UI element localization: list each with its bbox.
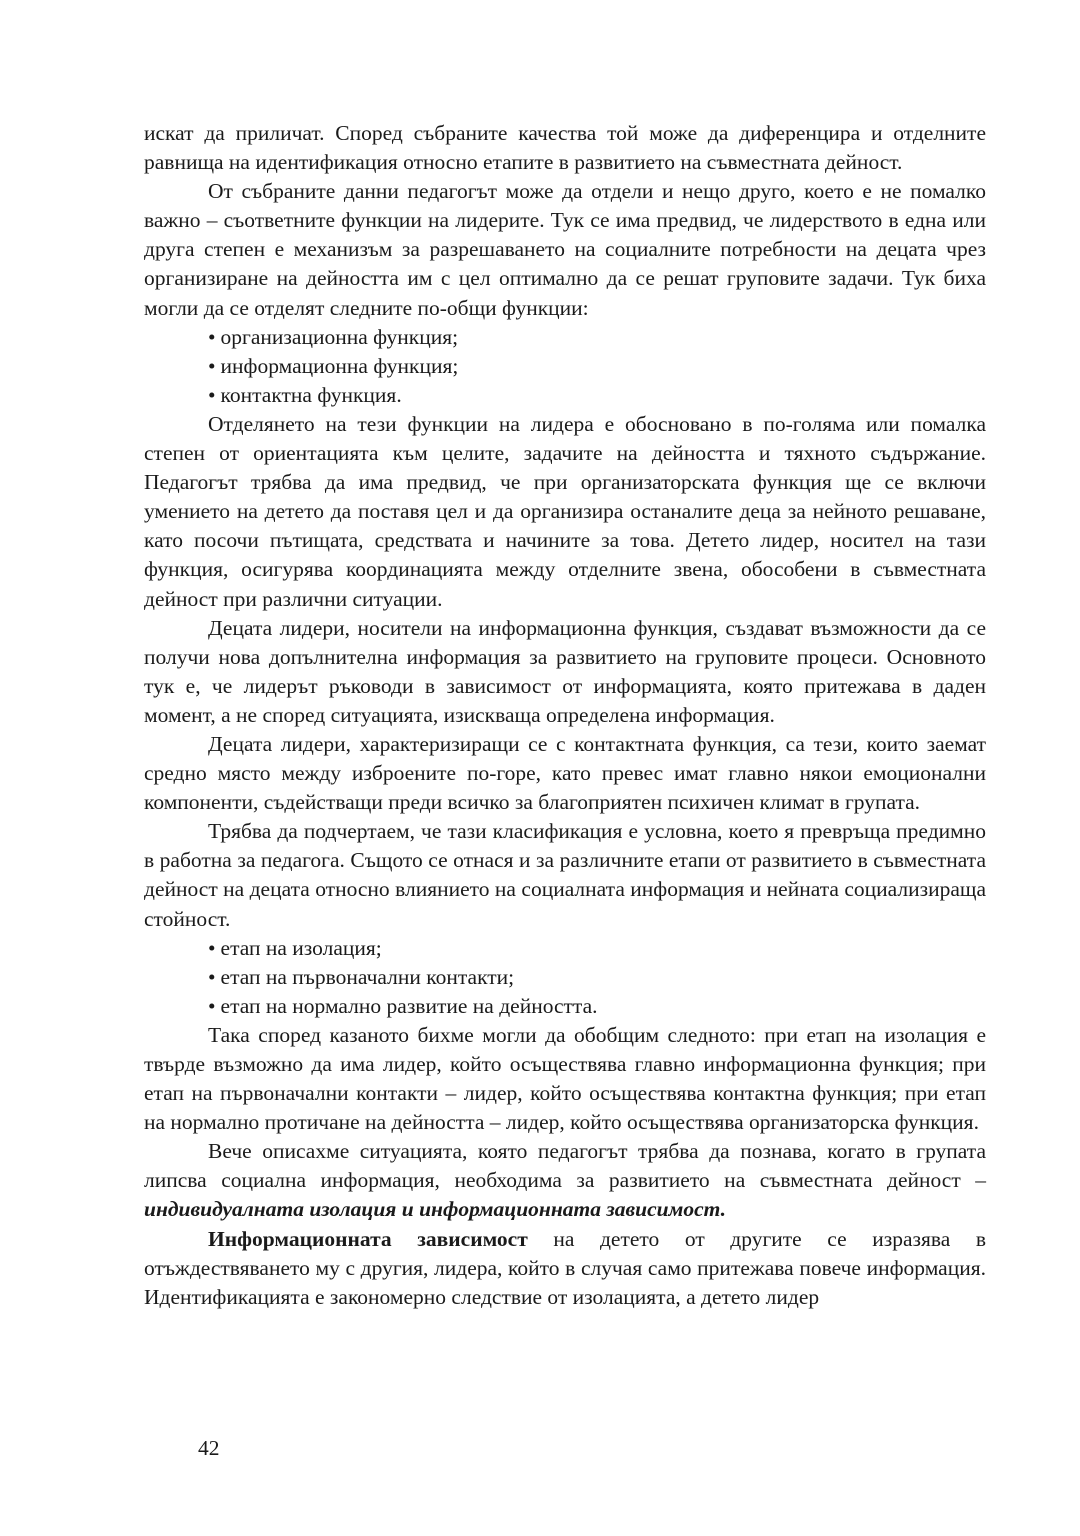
- list-item: • етап на нормално развитие на дейността.: [208, 992, 986, 1021]
- bold-term: Информационната зависимост: [208, 1226, 528, 1251]
- emphasis-term: индивидуалната изолация и информационната зависимост.: [144, 1197, 726, 1222]
- list-item: • етап на изолация;: [208, 934, 986, 963]
- paragraph-6: Трябва да подчертаем, че тази класификация е условна, което я превръща предимно в работна за педагога. Същото се отнася и за различните етапи от развитието в съвместната дейност на децата относно влиянието на социалната информация и нейната социализираща стойност.: [144, 819, 986, 931]
- paragraph-5: Децата лидери, характеризиращи се с контактната функция, са тези, които заемат средно място между изброените по-горе, като превес имат главно някои емоционални компоненти, съдействащи преди всичко за благоприятен психичен климат в групата.: [144, 731, 986, 815]
- paragraph-3: Отделянето на тези функции на лидера е обосновано в по-голяма или помалка степен от ориентацията към целите, задачите на дейността и тяхното съдържание. Педагогът трябва да има предвид, че при организаторската функция ще се включи умението на детето да поставя цел и да организира останалите деца за нейното решаване, като посочи пътищата, средствата и начините за това. Детето лидер, носител на тази функция, осигурява координацията между отделните звена, обособени в съвместната дейност при различни ситуации.: [144, 411, 986, 611]
- paragraph-4: Децата лидери, носители на информационна функция, създават възможности да се получи нова допълнителна информация за развитието на груповите процеси. Основното тук е, че лидерът ръководи в зависимост от информацията, която притежава в даден момент, а не според ситуацията, изискваща определена информация.: [144, 615, 986, 727]
- paragraph-9-text: на детето от другите се изразява в отъждествяването му с другия, лидера, който в случая само притежава повече информация. Идентификацията е закономерно следствие от изолацията, а детето лидер: [144, 1226, 987, 1309]
- list-item: • контактна функция.: [208, 381, 986, 410]
- paragraph-8-text: Вече описахме ситуацията, която педагогът трябва да познава, когато в групата липсва социална информация, необходима за развитието на съвместната дейност –: [144, 1139, 986, 1193]
- list-item: • организационна функция;: [208, 323, 986, 352]
- paragraph-7: Така според казаното бихме могли да обобщим следното: при етап на изолация е твърде възможно да има лидер, който осъществява главно информационна функция; при етап на първоначални контакти – лидер, който осъществява контактна функция; при етап на нормално протичане на дейността – лидер, който осъществява организаторска функция.: [144, 1022, 986, 1135]
- page-number: 42: [198, 1436, 220, 1460]
- paragraph-9: [144, 1225, 986, 1312]
- stages-list: [144, 934, 986, 1021]
- body-text: [144, 119, 986, 1312]
- paragraph-8: [144, 1137, 986, 1224]
- list-item: • информационна функция;: [208, 352, 986, 381]
- paragraph-1: искат да приличат. Според събраните качества той може да диференцира и отделните равнища на идентификация относно етапите в развитието на съвместната дейност.: [144, 121, 986, 175]
- paragraph-2: От събраните данни педагогът може да отдели и нещо друго, което е не помалко важно – съответните функции на лидерите. Тук се има предвид, че лидерството в една или друга степен е механизъм за разрешаването на социалните потребности на децата чрез организиране на дейността им с цел оптимално да се решат груповите задачи. Тук биха могли да се отделят следните по-общи функции:: [144, 179, 986, 320]
- functions-list: [144, 323, 986, 410]
- list-item: • етап на първоначални контакти;: [208, 963, 986, 992]
